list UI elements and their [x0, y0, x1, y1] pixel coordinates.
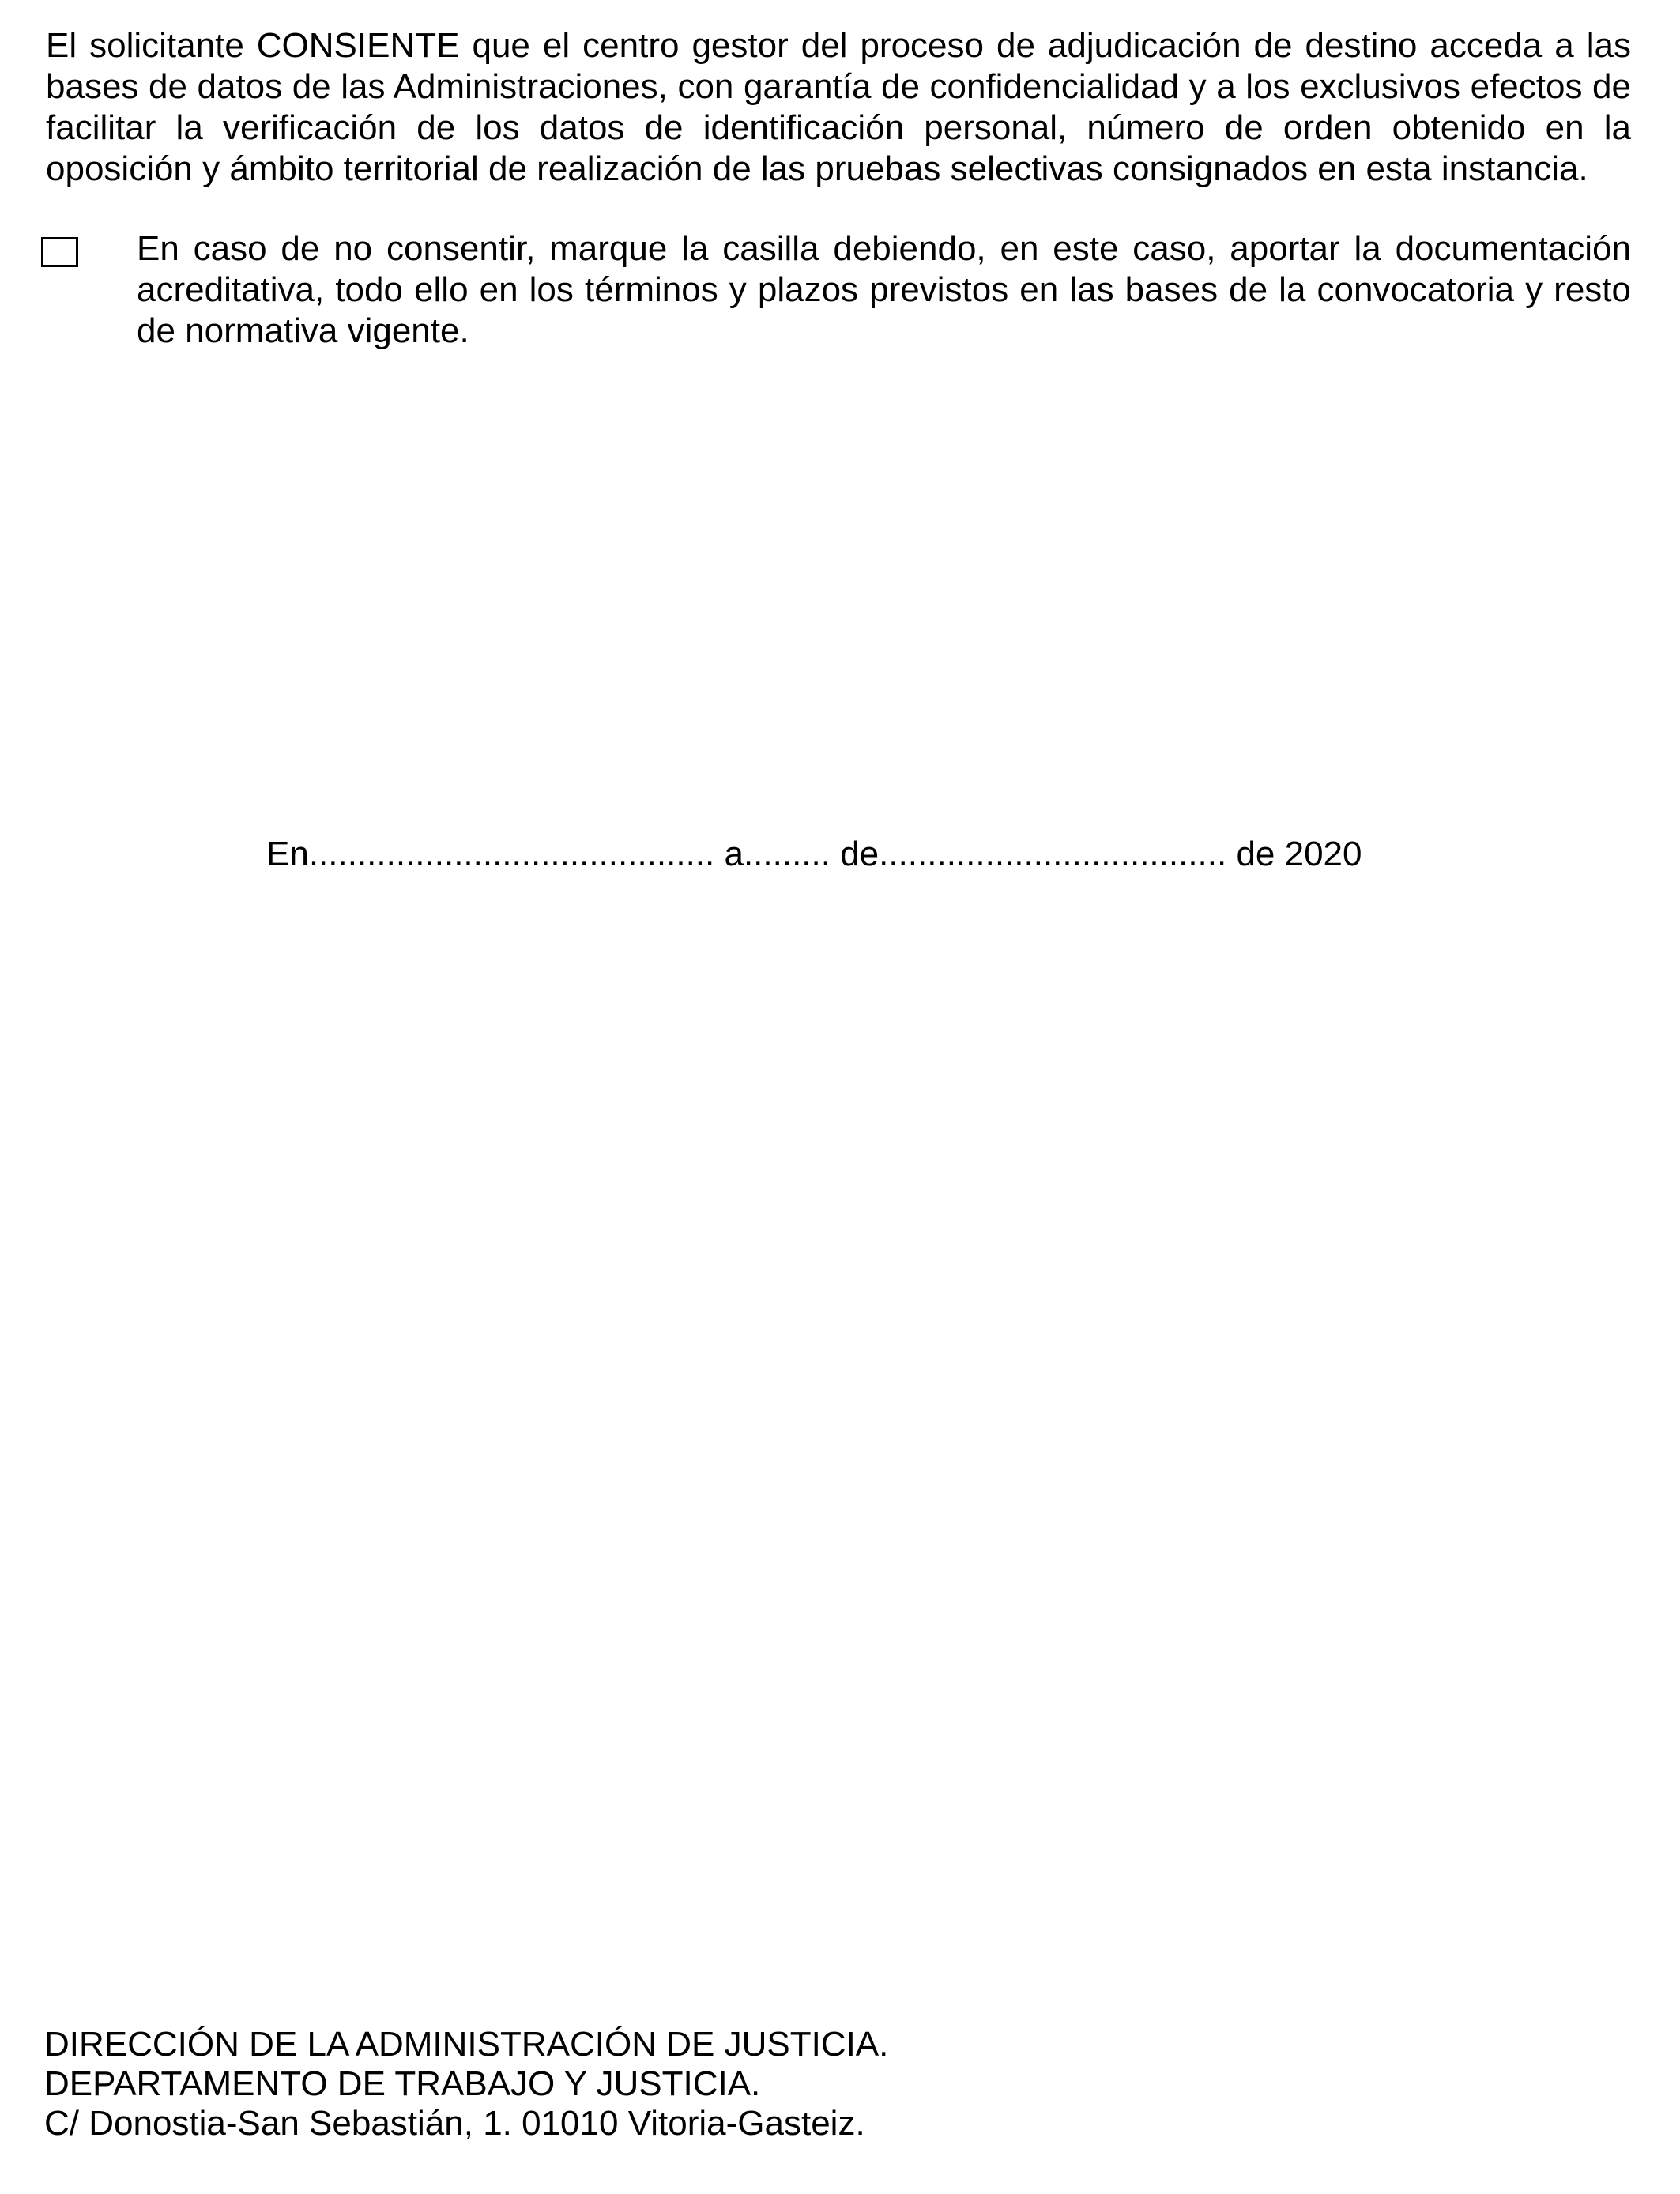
footer-department-name: DEPARTAMENTO DE TRABAJO Y JUSTICIA.: [44, 2064, 761, 2103]
opt-out-label: En caso de no consentir, marque la casilla debiendo, en este caso, aportar la documentación acreditativa, todo ello en los términos y plazos previstos en las bases de la convocatoria y resto de normativa vigente.: [137, 229, 1631, 350]
footer-address: [44, 2025, 888, 2143]
footer-street-address: C/ Donostia-San Sebastián, 1. 01010 Vitoria-Gasteiz.: [44, 2104, 865, 2143]
footer-department-direction: DIRECCIÓN DE LA ADMINISTRACIÓN DE JUSTICIA.: [44, 2025, 889, 2064]
opt-out-checkbox[interactable]: [41, 237, 78, 267]
consent-paragraph: El solicitante CONSIENTE que el centro gestor del proceso de adjudicación de destino acceda a las bases de datos de las Administraciones, con garantía de confidencialidad y a los exclusivos efectos de facilitar la verificación de los datos de identificación personal, número de orden obtenido en la oposición y ámbito territorial de realización de las pruebas selectivas consignados en esta instancia.: [46, 26, 1631, 188]
date-place-line: En.......................................... a......... de.................................... de 2020: [266, 835, 1362, 873]
